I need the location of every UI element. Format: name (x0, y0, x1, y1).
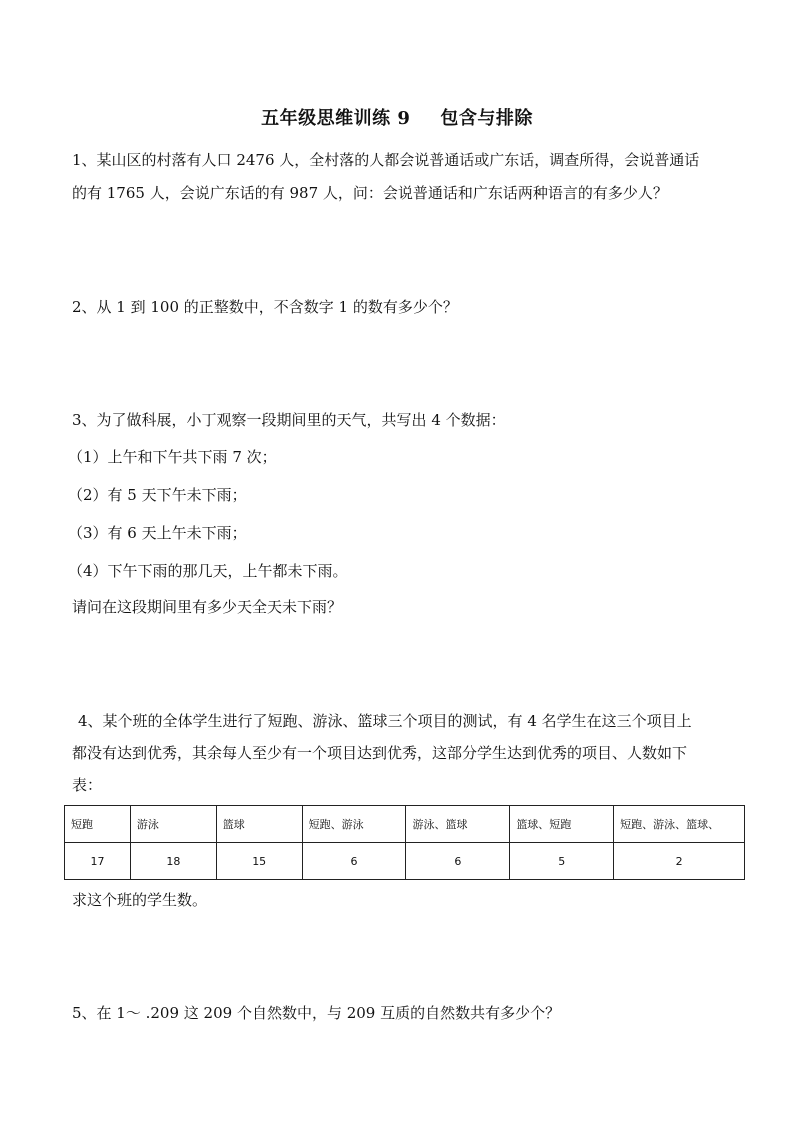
table-cell: 6 (302, 843, 406, 880)
question-3-item-4: （4）下午下雨的那几天，上午都未下雨。 (68, 562, 348, 580)
table-header-cell: 游泳、篮球 (406, 806, 510, 843)
title-sub: 包含与排除 (440, 108, 533, 129)
question-2-line-1: 2、从 1 到 100 的正整数中，不含数字 1 的数有多少个？ (72, 298, 458, 316)
question-3-question: 请问在这段期间里有多少天全天未下雨？ (72, 598, 343, 616)
question-4-line-1: 4、某个班的全体学生进行了短跑、游泳、篮球三个项目的测试，有 4 名学生在这三个项目上 (78, 712, 692, 730)
title-main: 五年级思维训练 9 (261, 108, 411, 129)
table-header-cell: 短跑 (65, 806, 131, 843)
question-3-item-2: （2）有 5 天下午未下雨； (68, 486, 247, 504)
table-header-cell: 篮球、短跑 (510, 806, 614, 843)
results-table (64, 805, 745, 880)
table-header-row (65, 806, 745, 843)
question-1-line-1: 1、某山区的村落有人口 2476 人，全村落的人都会说普通话或广东话，调查所得，会说普通话 (72, 151, 700, 169)
question-3-intro: 3、为了做科展，小丁观察一段期间里的天气，共写出 4 个数据： (72, 411, 506, 429)
table-row (65, 843, 745, 880)
table-cell: 15 (216, 843, 302, 880)
table-header-cell: 短跑、游泳、篮球、 (614, 806, 745, 843)
question-4-line-2: 都没有达到优秀，其余每人至少有一个项目达到优秀，这部分学生达到优秀的项目、人数如下 (72, 744, 688, 762)
table-header-cell: 短跑、游泳 (302, 806, 406, 843)
question-3-item-1: （1）上午和下午共下雨 7 次； (68, 448, 277, 466)
table-cell: 2 (614, 843, 745, 880)
table-cell: 6 (406, 843, 510, 880)
question-4-line-3: 表： (72, 776, 103, 794)
question-1-line-2: 的有 1765 人，会说广东话的有 987 人，问：会说普通话和广东话两种语言的有多少人？ (72, 184, 668, 202)
question-4-question: 求这个班的学生数。 (72, 891, 208, 909)
table-cell: 5 (510, 843, 614, 880)
table-header-cell: 篮球 (216, 806, 302, 843)
page-title (0, 104, 794, 130)
table-header-cell: 游泳 (130, 806, 216, 843)
question-3-item-3: （3）有 6 天上午未下雨； (68, 524, 247, 542)
table-cell: 18 (130, 843, 216, 880)
question-5-line-1: 5、在 1～ .209 这 209 个自然数中，与 209 互质的自然数共有多少个？ (72, 1004, 561, 1022)
table-cell: 17 (65, 843, 131, 880)
